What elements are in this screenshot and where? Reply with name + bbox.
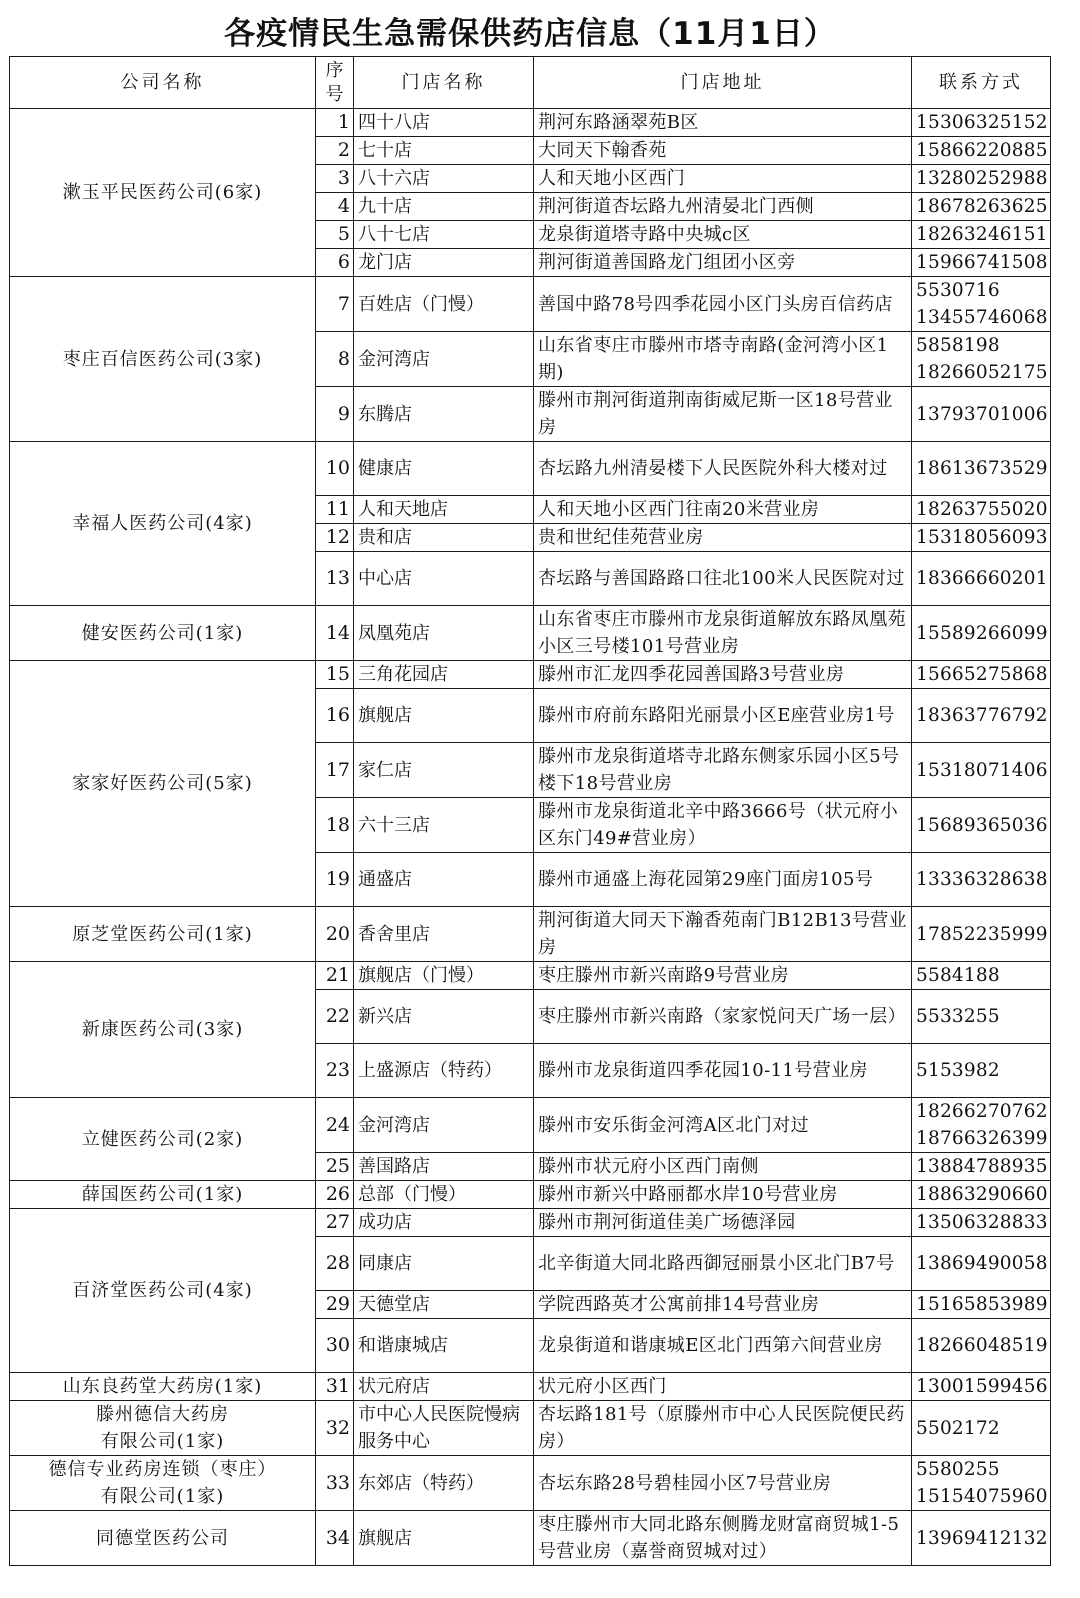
contact-cell [912,1209,1051,1237]
store-address-cell: 滕州市安乐街金河湾A区北门对过 [534,1098,912,1153]
seq-cell: 1 [316,109,354,137]
header-seq [316,57,354,109]
seq-cell: 13 [316,552,354,606]
company-name-cell: 山东良药堂大药房(1家) [10,1373,316,1401]
company-name-cell: 幸福人医药公司(4家) [10,442,316,606]
phone-number: 18863290660 [916,1184,1048,1205]
store-name-cell: 凤凰苑店 [354,606,534,661]
seq-cell: 22 [316,990,354,1044]
phone-number: 13455746068 [916,307,1048,328]
store-address-cell: 北辛街道大同北路西御冠丽景小区北门B7号 [534,1237,912,1291]
phone-number: 17852235999 [916,923,1048,945]
table-row [10,1456,1051,1511]
store-address-cell: 荆河街道善国路龙门组团小区旁 [534,249,912,277]
company-name-cell: 立健医药公司(2家) [10,1098,316,1181]
seq-cell: 32 [316,1401,354,1456]
store-address-cell: 枣庄滕州市大同北路东侧腾龙财富商贸城1-5号营业房（嘉誉商贸城对过） [534,1511,912,1566]
store-address-cell: 滕州市荆河街道佳美广场德泽园 [534,1209,912,1237]
company-name-cell [10,1456,316,1511]
contact-cell [912,524,1051,552]
store-address-cell: 人和天地小区西门 [534,165,912,193]
phone-number: 18263246151 [916,224,1048,245]
phone-number: 18366660201 [916,568,1048,589]
phone-number: 15154075960 [916,1486,1048,1507]
store-address-cell: 滕州市状元府小区西门南侧 [534,1153,912,1181]
seq-cell: 24 [316,1098,354,1153]
phone-number: 18363776792 [916,705,1048,726]
seq-cell: 5 [316,221,354,249]
company-name-line: 滕州德信大药房 [96,1404,229,1425]
store-address-cell: 山东省枣庄市滕州市龙泉街道解放东路凤凰苑小区三号楼101号营业房 [534,606,912,661]
store-address-cell: 滕州市龙泉街道塔寺北路东侧家乐园小区5号楼下18号营业房 [534,743,912,798]
store-address-cell: 龙泉街道和谐康城E区北门西第六间营业房 [534,1319,912,1373]
seq-cell: 31 [316,1373,354,1401]
phone-number: 15665275868 [916,664,1048,685]
table-body [10,109,1051,1566]
store-name-cell: 上盛源店（特药） [354,1044,534,1098]
seq-cell: 9 [316,387,354,442]
store-name-cell: 状元府店 [354,1373,534,1401]
contact-cell [912,193,1051,221]
store-address-cell: 荆河街道大同天下瀚香苑南门B12B13号营业房 [534,907,912,962]
company-name-cell [10,1401,316,1456]
seq-cell: 21 [316,962,354,990]
phone-number: 13793701006 [916,403,1048,425]
table-row [10,907,1051,962]
seq-cell: 14 [316,606,354,661]
company-name-cell: 家家好医药公司(5家) [10,661,316,907]
store-address-cell: 枣庄滕州市新兴南路9号营业房 [534,962,912,990]
phone-number: 18678263625 [916,196,1048,217]
store-name-cell: 成功店 [354,1209,534,1237]
seq-cell: 30 [316,1319,354,1373]
contact-cell [912,1237,1051,1291]
store-address-cell: 杏坛路181号（原滕州市中心人民医院便民药房） [534,1401,912,1456]
phone-number: 5584188 [916,965,1000,986]
phone-number: 5858198 [916,335,1000,356]
store-address-cell: 滕州市通盛上海花园第29座门面房105号 [534,853,912,907]
store-address-cell: 状元府小区西门 [534,1373,912,1401]
store-address-cell: 杏坛东路28号碧桂园小区7号营业房 [534,1456,912,1511]
header-address: 门店地址 [534,57,912,109]
seq-cell: 10 [316,442,354,496]
seq-cell: 28 [316,1237,354,1291]
seq-cell: 29 [316,1291,354,1319]
phone-number: 18266270762 [916,1101,1048,1122]
seq-cell: 23 [316,1044,354,1098]
contact-cell [912,1401,1051,1456]
phone-number: 13506328833 [916,1212,1048,1233]
contact-cell [912,109,1051,137]
table-row [10,109,1051,137]
phone-number: 13869490058 [916,1253,1048,1274]
store-name-cell: 善国路店 [354,1153,534,1181]
store-name-cell: 天德堂店 [354,1291,534,1319]
store-name-cell: 旗舰店 [354,689,534,743]
phone-number: 18263755020 [916,499,1048,520]
contact-cell [912,606,1051,661]
seq-cell: 6 [316,249,354,277]
table-row [10,1373,1051,1401]
seq-cell: 11 [316,496,354,524]
contact-cell [912,1319,1051,1373]
phone-number: 5502172 [916,1417,1000,1439]
contact-cell [912,277,1051,332]
store-name-cell: 香舍里店 [354,907,534,962]
seq-cell: 34 [316,1511,354,1566]
store-address-cell: 杏坛路九州清晏楼下人民医院外科大楼对过 [534,442,912,496]
contact-cell [912,1291,1051,1319]
contact-cell [912,552,1051,606]
store-name-cell: 金河湾店 [354,332,534,387]
phone-number: 13001599456 [916,1376,1048,1397]
header-seq-line2: 号 [325,83,344,105]
contact-cell [912,689,1051,743]
store-name-cell: 九十店 [354,193,534,221]
seq-cell: 7 [316,277,354,332]
store-address-cell: 善国中路78号四季花园小区门头房百信药店 [534,277,912,332]
table-row [10,277,1051,332]
company-name-cell: 枣庄百信医药公司(3家) [10,277,316,442]
table-header [10,57,1051,109]
company-name-line: 有限公司(1家) [100,1486,225,1507]
contact-cell [912,496,1051,524]
store-name-cell: 健康店 [354,442,534,496]
store-name-cell: 贵和店 [354,524,534,552]
phone-number: 15866220885 [916,140,1048,161]
contact-cell [912,1373,1051,1401]
seq-cell: 4 [316,193,354,221]
contact-cell [912,332,1051,387]
store-address-cell: 大同天下翰香苑 [534,137,912,165]
pharmacy-table [9,56,1051,1566]
company-name-cell: 漱玉平民医药公司(6家) [10,109,316,277]
store-address-cell: 滕州市龙泉街道北辛中路3666号（状元府小区东门49#营业房） [534,798,912,853]
table-row [10,1098,1051,1153]
company-name-cell: 健安医药公司(1家) [10,606,316,661]
store-name-cell: 东郊店（特药） [354,1456,534,1511]
phone-number: 5530716 [916,280,1000,301]
table-row [10,1401,1051,1456]
store-name-cell: 中心店 [354,552,534,606]
contact-cell [912,907,1051,962]
contact-cell [912,1511,1051,1566]
store-name-cell: 四十八店 [354,109,534,137]
header-company: 公司名称 [10,57,316,109]
store-address-cell: 滕州市荆河街道荆南街威尼斯一区18号营业房 [534,387,912,442]
store-address-cell: 贵和世纪佳苑营业房 [534,524,912,552]
store-name-cell: 东腾店 [354,387,534,442]
store-name-cell: 七十店 [354,137,534,165]
company-name-cell: 薛国医药公司(1家) [10,1181,316,1209]
header-row [10,57,1051,109]
phone-number: 15589266099 [916,622,1048,644]
table-row [10,606,1051,661]
table-row [10,962,1051,990]
store-name-cell: 总部（门慢） [354,1181,534,1209]
company-name-line: 德信专业药房连锁（枣庄） [48,1459,277,1480]
store-address-cell: 枣庄滕州市新兴南路（家家悦问天广场一层） [534,990,912,1044]
seq-cell: 12 [316,524,354,552]
store-name-cell: 六十三店 [354,798,534,853]
phone-number: 18266048519 [916,1335,1048,1356]
phone-number: 18613673529 [916,458,1048,479]
store-name-cell: 八十六店 [354,165,534,193]
seq-cell: 33 [316,1456,354,1511]
store-address-cell: 杏坛路与善国路路口往北100米人民医院对过 [534,552,912,606]
seq-cell: 3 [316,165,354,193]
contact-cell [912,1153,1051,1181]
seq-cell: 27 [316,1209,354,1237]
contact-cell [912,442,1051,496]
phone-number: 13969412132 [916,1527,1048,1549]
header-contact: 联系方式 [912,57,1051,109]
seq-cell: 18 [316,798,354,853]
table-row [10,661,1051,689]
seq-cell: 8 [316,332,354,387]
contact-cell [912,1181,1051,1209]
store-name-cell: 市中心人民医院慢病服务中心 [354,1401,534,1456]
phone-number: 18266052175 [916,362,1048,383]
seq-cell: 20 [316,907,354,962]
store-address-cell: 滕州市府前东路阳光丽景小区E座营业房1号 [534,689,912,743]
phone-number: 15318071406 [916,759,1048,781]
store-address-cell: 山东省枣庄市滕州市塔寺南路(金河湾小区1期) [534,332,912,387]
contact-cell [912,990,1051,1044]
company-name-cell: 新康医药公司(3家) [10,962,316,1098]
header-store: 门店名称 [354,57,534,109]
store-name-cell: 人和天地店 [354,496,534,524]
seq-cell: 19 [316,853,354,907]
store-address-cell: 人和天地小区西门往南20米营业房 [534,496,912,524]
store-name-cell: 家仁店 [354,743,534,798]
store-name-cell: 三角花园店 [354,661,534,689]
phone-number: 13336328638 [916,869,1048,890]
store-name-cell: 和谐康城店 [354,1319,534,1373]
store-name-cell: 八十七店 [354,221,534,249]
phone-number: 15165853989 [916,1294,1048,1315]
contact-cell [912,798,1051,853]
store-name-cell: 旗舰店（门慢） [354,962,534,990]
store-name-cell: 金河湾店 [354,1098,534,1153]
phone-number: 15318056093 [916,527,1048,548]
store-address-cell: 滕州市龙泉街道四季花园10-11号营业房 [534,1044,912,1098]
store-address-cell: 龙泉街道塔寺路中央城c区 [534,221,912,249]
contact-cell [912,221,1051,249]
contact-cell [912,165,1051,193]
store-address-cell: 学院西路英才公寓前排14号营业房 [534,1291,912,1319]
store-address-cell: 荆河东路涵翠苑B区 [534,109,912,137]
phone-number: 5533255 [916,1006,1000,1027]
phone-number: 5580255 [916,1459,1000,1480]
company-name-cell: 原芝堂医药公司(1家) [10,907,316,962]
seq-cell: 17 [316,743,354,798]
store-name-cell: 新兴店 [354,990,534,1044]
seq-cell: 2 [316,137,354,165]
phone-number: 18766326399 [916,1128,1048,1149]
phone-number: 13884788935 [916,1156,1048,1177]
header-seq-line1: 序 [325,59,344,81]
contact-cell [912,1044,1051,1098]
contact-cell [912,743,1051,798]
store-address-cell: 滕州市汇龙四季花园善国路3号营业房 [534,661,912,689]
contact-cell [912,1098,1051,1153]
store-name-cell: 龙门店 [354,249,534,277]
page-title: 各疫情民生急需保供药店信息（11月1日） [224,16,836,52]
contact-cell [912,249,1051,277]
table-row [10,1181,1051,1209]
contact-cell [912,661,1051,689]
contact-cell [912,853,1051,907]
phone-number: 13280252988 [916,168,1048,189]
store-name-cell: 通盛店 [354,853,534,907]
phone-number: 5153982 [916,1060,1000,1081]
store-name-cell: 旗舰店 [354,1511,534,1566]
contact-cell [912,1456,1051,1511]
store-name-cell: 同康店 [354,1237,534,1291]
store-address-cell: 荆河街道杏坛路九州清晏北门西侧 [534,193,912,221]
company-name-line: 有限公司(1家) [100,1431,225,1452]
table-row [10,1209,1051,1237]
company-name-cell: 同德堂医药公司 [10,1511,316,1566]
store-name-cell: 百姓店（门慢） [354,277,534,332]
contact-cell [912,387,1051,442]
seq-cell: 25 [316,1153,354,1181]
store-address-cell: 滕州市新兴中路丽都水岸10号营业房 [534,1181,912,1209]
table-row [10,1511,1051,1566]
contact-cell [912,137,1051,165]
company-name-cell: 百济堂医药公司(4家) [10,1209,316,1373]
contact-cell [912,962,1051,990]
seq-cell: 15 [316,661,354,689]
table-row [10,442,1051,496]
seq-cell: 26 [316,1181,354,1209]
seq-cell: 16 [316,689,354,743]
phone-number: 15306325152 [916,112,1048,133]
phone-number: 15966741508 [916,252,1048,273]
phone-number: 15689365036 [916,814,1048,836]
